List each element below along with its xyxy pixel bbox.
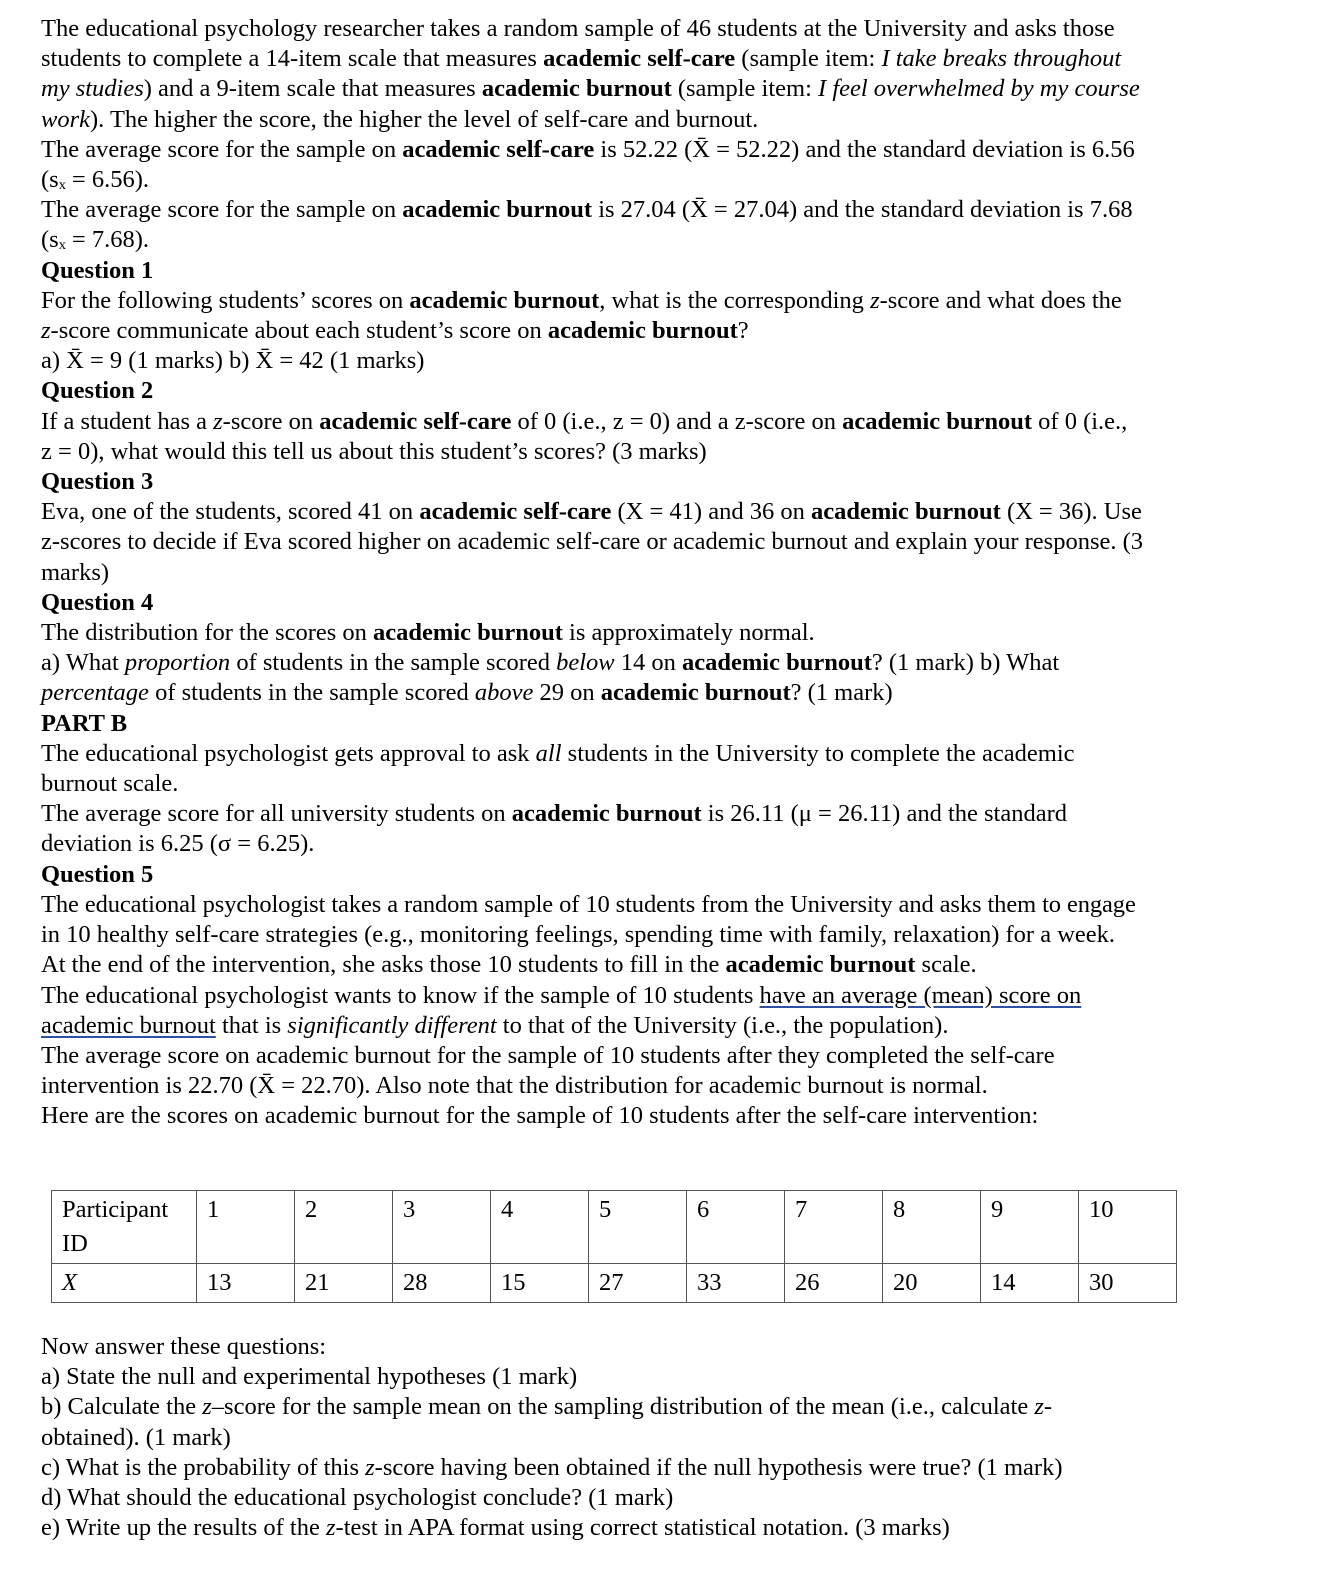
question-5-text: The average score on academic burnout for the sample of 10 students after they completed the self-care <box>41 1041 1055 1069</box>
scores-table <box>51 1190 1177 1303</box>
question-2-heading: Question 2 <box>41 377 154 405</box>
answer-questions-section <box>41 1332 1301 1543</box>
table-cell: 1 <box>197 1191 295 1264</box>
question-2-text: z = 0), what would this tell us about this student’s scores? (3 marks) <box>41 437 707 465</box>
question-1-parts: a) X̄ = 9 (1 marks) b) X̄ = 42 (1 marks) <box>41 347 425 375</box>
table-cell: 33 <box>687 1264 785 1303</box>
question-3-text: Eva, one of the students, scored 41 on academic self-care (X = 41) and 36 on academic burnout (X = 36). Use <box>41 498 1142 526</box>
table-cell: 4 <box>491 1191 589 1264</box>
answer-intro: Now answer these questions: <box>41 1333 327 1360</box>
intro-line: The educational psychology researcher takes a random sample of 46 students at the University and asks those <box>41 15 1115 42</box>
table-cell: 28 <box>393 1264 491 1303</box>
question-5-text: The educational psychologist takes a random sample of 10 students from the University and asks them to engage <box>41 890 1136 918</box>
intro-line: The average score for the sample on academic self-care is 52.22 (X̄ = 52.22) and the standard deviation is 6.56 <box>41 135 1135 163</box>
table-cell: 15 <box>491 1264 589 1303</box>
table-row <box>52 1191 1177 1264</box>
question-4-text: The distribution for the scores on academic burnout is approximately normal. <box>41 619 815 647</box>
question-3-text: marks) <box>41 558 110 586</box>
question-4-text: a) What proportion of students in the sample scored below 14 on academic burnout? (1 mark) b) What <box>41 649 1060 677</box>
question-5-text: in 10 healthy self-care strategies (e.g., monitoring feelings, spending time with family, relaxation) for a week. <box>41 921 1116 949</box>
intro-line: students to complete a 14-item scale that measures academic self-care (sample item: I take breaks throughout <box>41 45 1122 73</box>
intro-line: my studies) and a 9-item scale that measures academic burnout (sample item: I feel overwhelmed by my course <box>41 75 1140 103</box>
table-cell: 9 <box>981 1191 1079 1264</box>
table-cell: 5 <box>589 1191 687 1264</box>
answer-item: d) What should the educational psychologist conclude? (1 mark) <box>41 1484 674 1512</box>
table-row <box>52 1264 1177 1303</box>
question-1-text: z-score communicate about each student’s score on academic burnout? <box>41 317 749 345</box>
question-5-heading: Question 5 <box>41 860 154 888</box>
answer-item: c) What is the probability of this z-score having been obtained if the null hypothesis were true? (1 mark) <box>41 1453 1063 1481</box>
table-cell: 7 <box>785 1191 883 1264</box>
question-2-text: If a student has a z-score on academic self-care of 0 (i.e., z = 0) and a z-score on academic burnout of 0 (i.e., <box>41 407 1128 435</box>
answer-item: a) State the null and experimental hypotheses (1 mark) <box>41 1363 578 1391</box>
question-5-text: The educational psychologist wants to know if the sample of 10 students have an average (mean) score on <box>41 981 1082 1009</box>
part-b-text: The average score for all university students on academic burnout is 26.11 (μ = 26.11) and the standard <box>41 800 1068 828</box>
question-4-text: percentage of students in the sample scored above 29 on academic burnout? (1 mark) <box>41 679 893 707</box>
table-cell: 2 <box>295 1191 393 1264</box>
intro-line: work). The higher the score, the higher the level of self-care and burnout. <box>41 105 759 133</box>
question-4-heading: Question 4 <box>41 588 154 616</box>
question-5-text: intervention is 22.70 (X̄ = 22.70). Also note that the distribution for academic burnout is normal. <box>41 1072 988 1100</box>
question-1-text: For the following students’ scores on academic burnout, what is the corresponding z-score and what does the <box>41 286 1122 314</box>
question-5-text: academic burnout that is significantly different to that of the University (i.e., the population). <box>41 1011 949 1039</box>
table-cell: 20 <box>883 1264 981 1303</box>
table-cell: 6 <box>687 1191 785 1264</box>
table-cell: 14 <box>981 1264 1079 1303</box>
part-b-text: burnout scale. <box>41 770 179 798</box>
question-3-heading: Question 3 <box>41 468 154 496</box>
part-b-text: deviation is 6.25 (σ = 6.25). <box>41 830 315 858</box>
table-header-cell: X <box>52 1264 197 1303</box>
table-cell: 27 <box>589 1264 687 1303</box>
table-cell: 10 <box>1079 1191 1177 1264</box>
table-header-cell: Participant ID <box>52 1191 197 1264</box>
part-b-text: The educational psychologist gets approval to ask all students in the University to complete the academic <box>41 739 1075 767</box>
table-cell: 8 <box>883 1191 981 1264</box>
table-cell: 30 <box>1079 1264 1177 1303</box>
table-cell: 21 <box>295 1264 393 1303</box>
intro-line: (sₓ = 7.68). <box>41 226 150 254</box>
question-5-text: At the end of the intervention, she asks those 10 students to fill in the academic burnout scale. <box>41 951 977 979</box>
part-b-heading: PART B <box>41 709 128 737</box>
table-cell: 26 <box>785 1264 883 1303</box>
answer-item: b) Calculate the z–score for the sample mean on the sampling distribution of the mean (i.e., calculate z- <box>41 1393 1053 1421</box>
table-cell: 3 <box>393 1191 491 1264</box>
question-3-text: z-scores to decide if Eva scored higher on academic self-care or academic burnout and explain your response. (3 <box>41 528 1144 556</box>
answer-item: e) Write up the results of the z-test in APA format using correct statistical notation. (3 marks) <box>41 1514 950 1542</box>
answer-item: obtained). (1 mark) <box>41 1423 231 1451</box>
table-cell: 13 <box>197 1264 295 1303</box>
intro-line: (sₓ = 6.56). <box>41 166 150 194</box>
intro-line: The average score for the sample on academic burnout is 27.04 (X̄ = 27.04) and the standard deviation is 7.68 <box>41 196 1133 224</box>
question-1-heading: Question 1 <box>41 256 154 284</box>
question-5-text: Here are the scores on academic burnout for the sample of 10 students after the self-care intervention: <box>41 1102 1039 1130</box>
document-body <box>41 14 1301 1132</box>
